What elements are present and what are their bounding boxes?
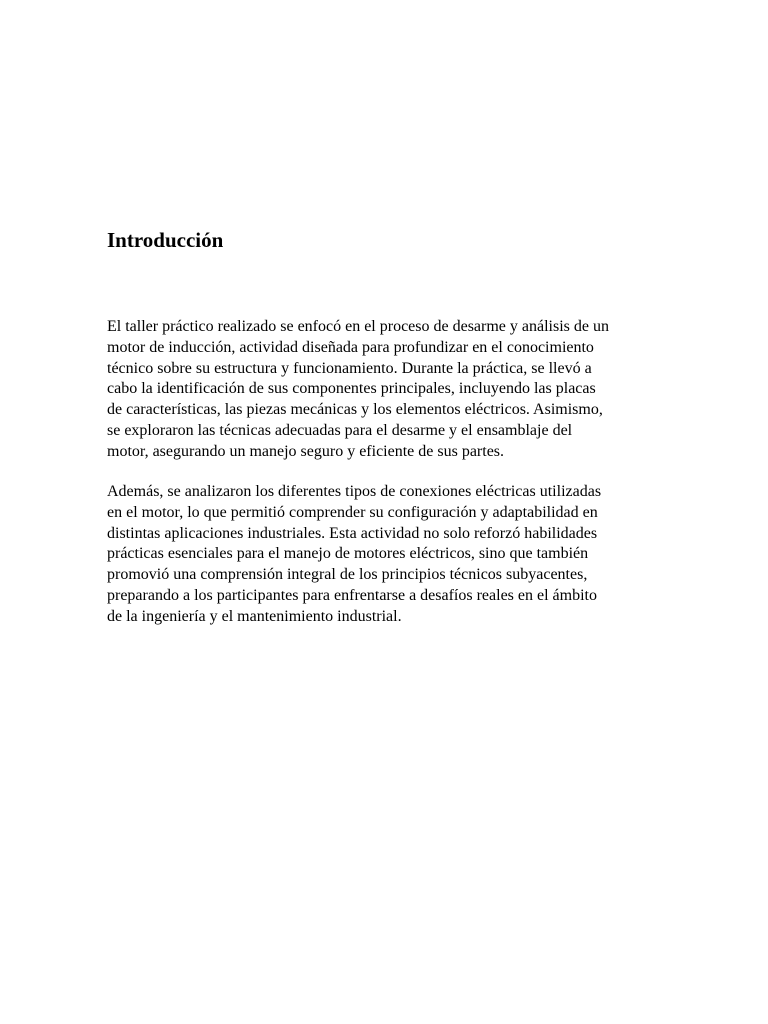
text-line: motor, asegurando un manejo seguro y eficiente de sus partes. [107,442,505,460]
text-line: de la ingeniería y el mantenimiento industrial. [107,607,402,625]
text-line: motor de inducción, actividad diseñada para profundizar en el conocimiento [107,338,594,356]
text-line: se exploraron las técnicas adecuadas para el desarme y el ensamblaje del [107,421,573,439]
text-line: prácticas esenciales para el manejo de motores eléctricos, sino que también [107,545,589,563]
text-line: promovió una comprensión integral de los principios técnicos subyacentes, [107,566,588,584]
text-line: Además, se analizaron los diferentes tipos de conexiones eléctricas utilizadas [107,483,602,500]
text-line: El taller práctico realizado se enfocó en el proceso de desarme y análisis de un [107,318,609,335]
text-line: cabo la identificación de sus componentes principales, incluyendo las placas [107,380,596,398]
text-line: de características, las piezas mecánicas y los elementos eléctricos. Asimismo, [107,401,603,419]
text-line: en el motor, lo que permitió comprender su configuración y adaptabilidad en [107,503,598,521]
text-line: preparando a los participantes para enfrentarse a desafíos reales en el ámbito [107,586,597,604]
paragraph-intro [107,317,667,463]
text-line: distintas aplicaciones industriales. Esta actividad no solo reforzó habilidades [107,524,598,542]
text-line: técnico sobre su estructura y funcionamiento. Durante la práctica, se llevó a [107,359,592,377]
paragraph-connections [107,482,667,628]
page-title: Introducción [107,228,224,252]
